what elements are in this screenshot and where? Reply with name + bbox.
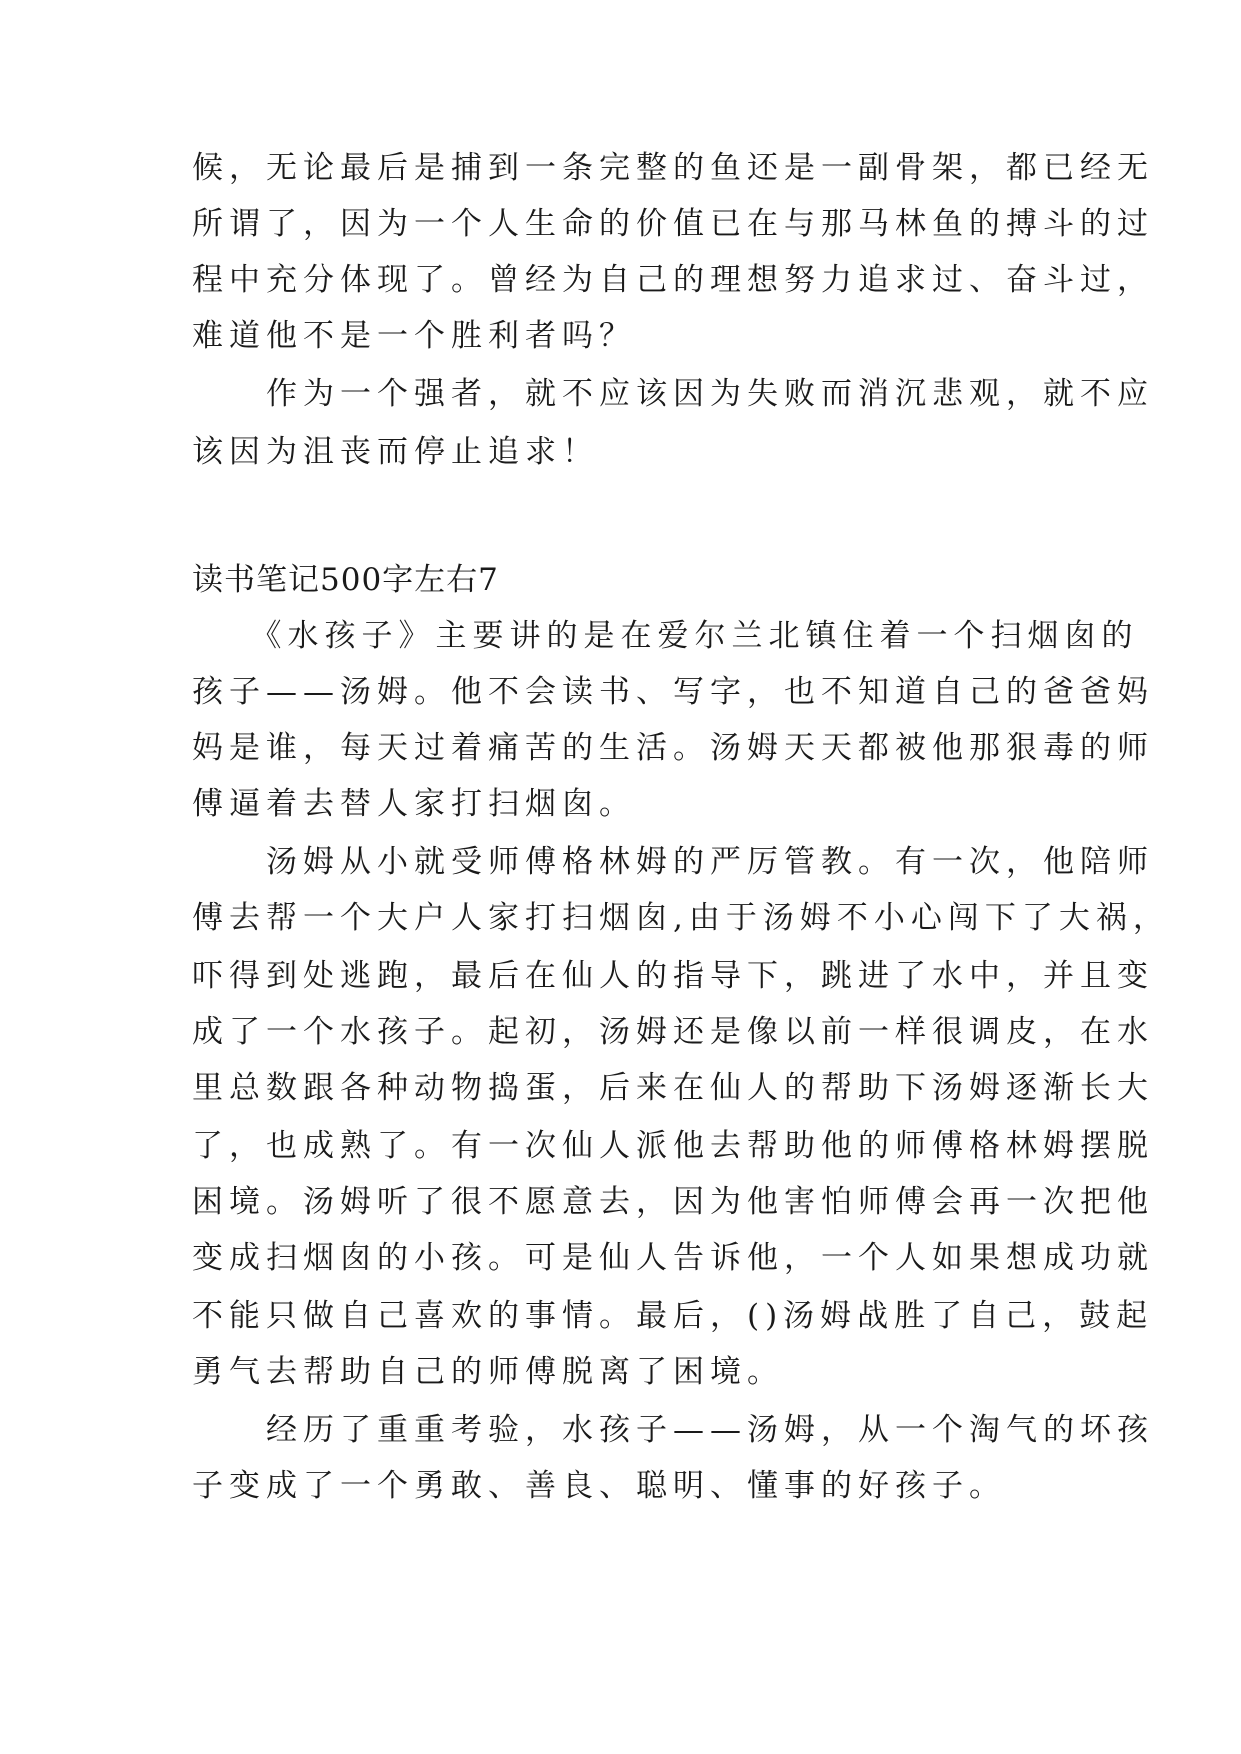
text-line: 汤姆从小就受师傅格林姆的严厉管教。有一次，他陪师 [192,844,1154,880]
text-line: 困境。汤姆听了很不愿意去，因为他害怕师傅会再一次把他 [192,1184,1154,1220]
text-line: 所谓了，因为一个人生命的价值已在与那马林鱼的搏斗的过 [192,206,1154,242]
text-line: 勇气去帮助自己的师傅脱离了困境。 [192,1354,784,1390]
text-line: 作为一个强者，就不应该因为失败而消沉悲观，就不应 [192,376,1154,412]
section-heading: 读书笔记500字左右7 [192,562,499,598]
text-line: 里总数跟各种动物捣蛋，后来在仙人的帮助下汤姆逐渐长大 [192,1070,1154,1106]
text-line: 妈是谁，每天过着痛苦的生活。汤姆天天都被他那狠毒的师 [192,730,1154,766]
text-line: 吓得到处逃跑，最后在仙人的指导下，跳进了水中，并且变 [192,958,1154,994]
text-line: 孩子——汤姆。他不会读书、写字，也不知道自己的爸爸妈 [192,674,1154,710]
text-line: 候，无论最后是捕到一条完整的鱼还是一副骨架，都已经无 [192,150,1154,186]
text-line: 子变成了一个勇敢、善良、聪明、懂事的好孩子。 [192,1468,1006,1504]
text-line: 不能只做自己喜欢的事情。最后，()汤姆战胜了自己，鼓起 [192,1298,1154,1334]
text-line: 程中充分体现了。曾经为自己的理想努力追求过、奋斗过， [192,262,1154,298]
text-line: 《水孩子》主要讲的是在爱尔兰北镇住着一个扫烟囱的 [192,618,1139,654]
text-line: 了，也成熟了。有一次仙人派他去帮助他的师傅格林姆摆脱 [192,1128,1154,1164]
text-line: 经历了重重考验，水孩子——汤姆，从一个淘气的坏孩 [192,1412,1154,1448]
text-line: 变成扫烟囱的小孩。可是仙人告诉他，一个人如果想成功就 [192,1240,1154,1276]
text-line: 成了一个水孩子。起初，汤姆还是像以前一样很调皮，在水 [192,1014,1154,1050]
text-line: 该因为沮丧而停止追求！ [192,434,599,470]
text-line: 傅去帮一个大户人家打扫烟囱,由于汤姆不小心闯下了大祸， [192,900,1170,936]
text-line: 傅逼着去替人家打扫烟囱。 [192,786,636,822]
text-line: 难道他不是一个胜利者吗？ [192,318,636,354]
